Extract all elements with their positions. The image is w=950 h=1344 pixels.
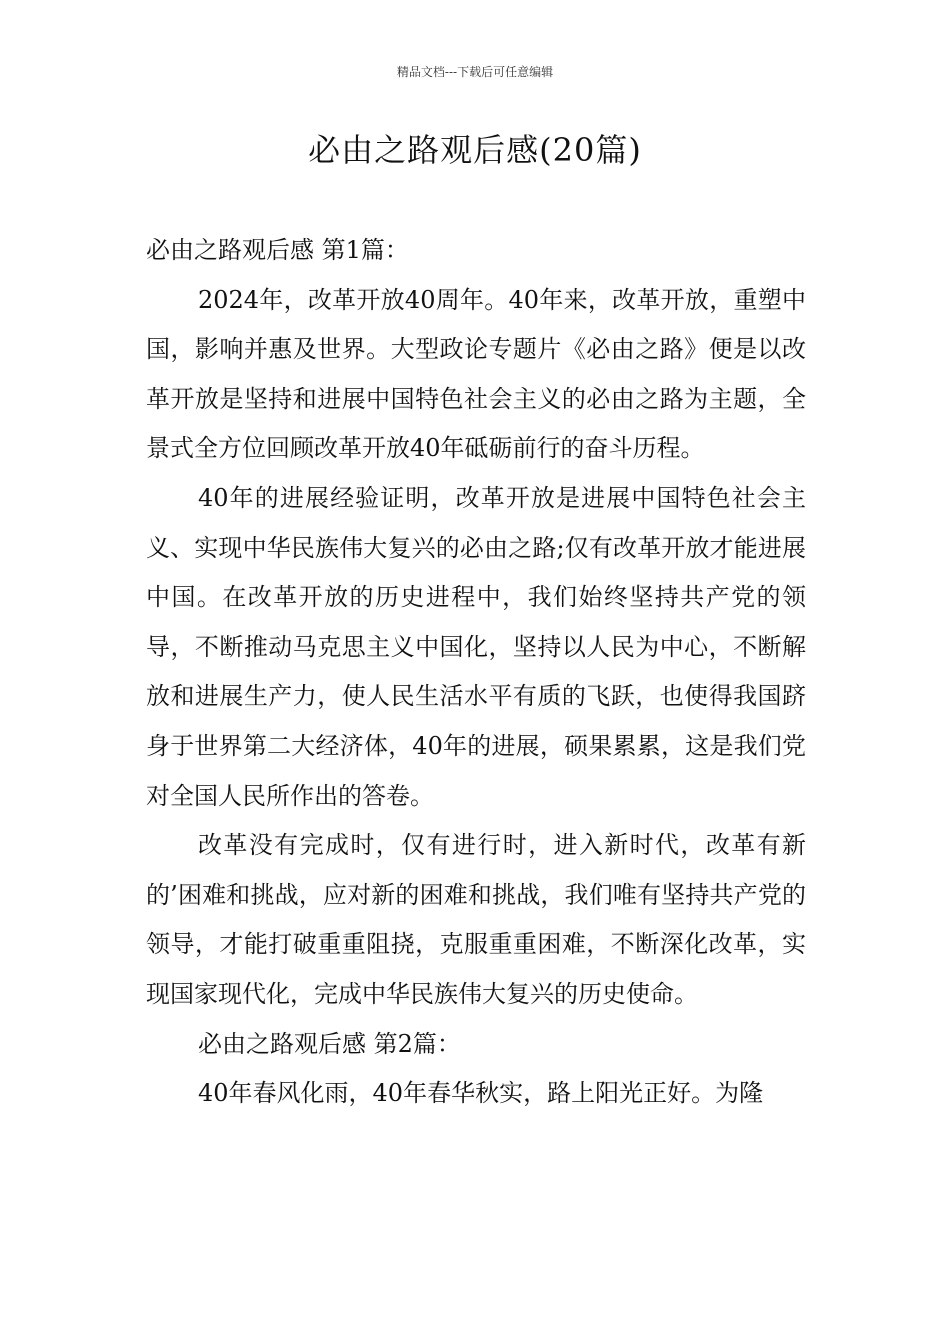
page-header: 精品文档---下载后可任意编辑 [396,65,554,79]
paragraph: 2024年，改革开放40周年。40年来，改革开放，重塑中国，影响并惠及世界。大型政论专题片《必由之路》便是以改革开放是坚持和进展中国特色社会主义的必由之路为主题，全景式全方位回顾改革开放40年砥砺前行的奋斗历程。 [146,285,806,463]
paragraph: 改革没有完成时，仅有进行时，进入新时代，改革有新的’困难和挑战，应对新的困难和挑战，我们唯有坚持共产党的领导，才能打破重重阻挠，克服重重困难，不断深化改革，实现国家现代化，完成中华民族伟大复兴的历史使命。 [146,831,806,1008]
section-heading-2: 必由之路观后感 第2篇： [198,1029,461,1058]
document-body [146,226,806,1119]
paragraph: 40年春风化雨，40年春华秋实，路上阳光正好。为隆 [198,1079,764,1108]
section-heading-1: 必由之路观后感 第1篇： [146,236,409,264]
paragraph: 40年的进展经验证明，改革开放是进展中国特色社会主义、实现中华民族伟大复兴的必由之路;仅有改革开放才能进展中国。在改革开放的历史进程中，我们始终坚持共产党的领导，不断推动马克思主义中国化，坚持以人民为中心，不断解放和进展生产力，使人民生活水平有质的飞跃，也使得我国跻身于世界第二大经济体，40年的进展，硕果累累，这是我们党对全国人民所作出的答卷。 [146,483,806,810]
document-title: 必由之路观后感(20篇) [308,131,642,169]
